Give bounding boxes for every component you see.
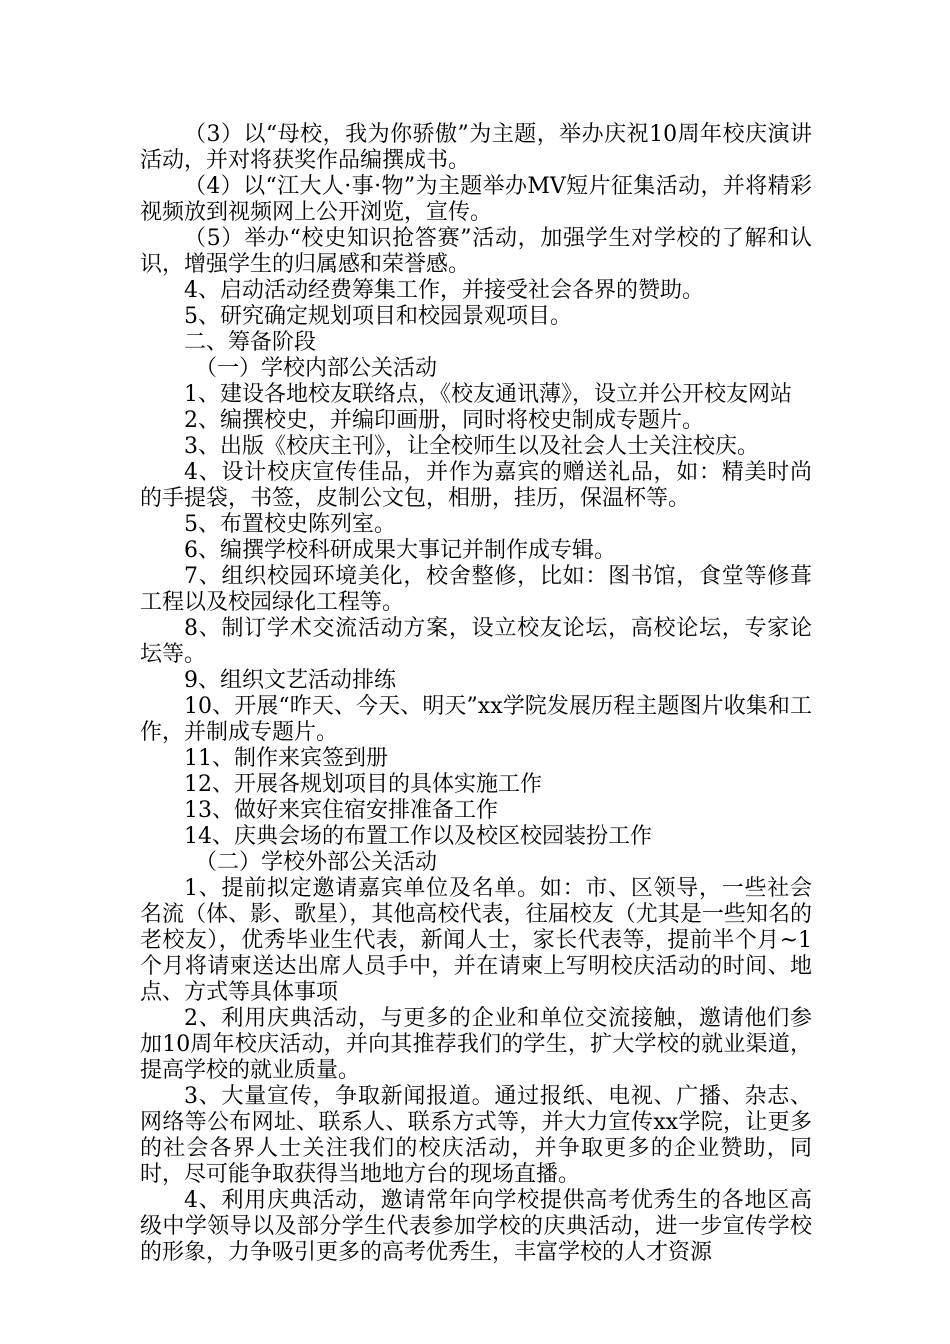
paragraph: 3、出版《校庆主刊》，让全校师生以及社会人士关注校庆。 xyxy=(184,434,759,459)
subsection-heading: （一）学校内部公关活动 xyxy=(195,356,438,381)
paragraph: 14、庆典会场的布置工作以及校区校园装扮工作 xyxy=(184,824,652,849)
paragraph: 2、利用庆典活动，与更多的企业和单位交流接触，邀请他们参加10周年校庆活动，并向其推荐我们的学生，扩大学校的就业渠道，提高学校的就业质量。 xyxy=(140,1006,812,1083)
paragraph: 1、提前拟定邀请嘉宾单位及名单。如：市、区领导，一些社会名流（体、影、歌星），其他高校代表，往届校友（尤其是一些知名的老校友），优秀毕业生代表，新闻人士，家长代表等，提前半个月~1个月将请柬送达出席人员手中，并在请柬上写明校庆活动的时间、地点、方式等具体事项 xyxy=(140,876,812,1005)
paragraph: 7、组织校园环境美化，校舍整修，比如：图书馆，食堂等修葺工程以及校园绿化工程等。 xyxy=(140,564,812,615)
paragraph: 10、开展“昨天、今天、明天”xx学院发展历程主题图片收集和工作，并制成专题片。 xyxy=(140,694,812,745)
paragraph: 11、制作来宾签到册 xyxy=(184,746,388,771)
paragraph: （3）以“母校，我为你骄傲”为主题，举办庆祝10周年校庆演讲活动，并对将获奖作品编撰成书。 xyxy=(140,122,812,173)
paragraph: 9、组织文艺活动排练 xyxy=(184,668,396,693)
document-body xyxy=(140,122,812,1266)
paragraph: 4、利用庆典活动，邀请常年向学校提供高考优秀生的各地区高级中学领导以及部分学生代表参加学校的庆典活动，进一步宣传学校的形象，力争吸引更多的高考优秀生，丰富学校的人才资源 xyxy=(140,1188,812,1265)
paragraph: 6、编撰学校科研成果大事记并制作成专辑。 xyxy=(184,538,616,563)
paragraph: 8、制订学术交流活动方案，设立校友论坛，高校论坛，专家论坛等。 xyxy=(140,616,812,667)
paragraph: （5）举办“校史知识抢答赛”活动，加强学生对学校的了解和认识，增强学生的归属感和荣誉感。 xyxy=(140,226,812,277)
paragraph: 4、设计校庆宣传佳品，并作为嘉宾的赠送礼品，如：精美时尚的手提袋，书签，皮制公文包，相册，挂历，保温杯等。 xyxy=(140,460,812,511)
paragraph: 4、启动活动经费筹集工作，并接受社会各界的赞助。 xyxy=(184,278,704,303)
paragraph: 1、建设各地校友联络点，《校友通讯薄》，设立并公开校友网站 xyxy=(184,382,792,407)
paragraph: 2、编撰校史，并编印画册，同时将校史制成专题片。 xyxy=(184,408,704,433)
paragraph: 5、布置校史陈列室。 xyxy=(184,512,396,537)
paragraph: （4）以“江大人·事·物”为主题举办MV短片征集活动，并将精彩视频放到视频网上公开浏览，宣传。 xyxy=(140,174,812,225)
paragraph: 13、做好来宾住宿安排准备工作 xyxy=(184,798,498,823)
section-heading: 二、筹备阶段 xyxy=(184,330,317,355)
paragraph: 12、开展各规划项目的具体实施工作 xyxy=(184,772,542,797)
paragraph: 3、大量宣传，争取新闻报道。通过报纸、电视、广播、杂志、网络等公布网址、联系人、联系方式等，并大力宣传xx学院，让更多的社会各界人士关注我们的校庆活动，并争取更多的企业赞助，同时，尽可能争取获得当地地方台的现场直播。 xyxy=(140,1084,812,1187)
subsection-heading: （二）学校外部公关活动 xyxy=(195,850,438,875)
paragraph: 5、研究确定规划项目和校园景观项目。 xyxy=(184,304,572,329)
